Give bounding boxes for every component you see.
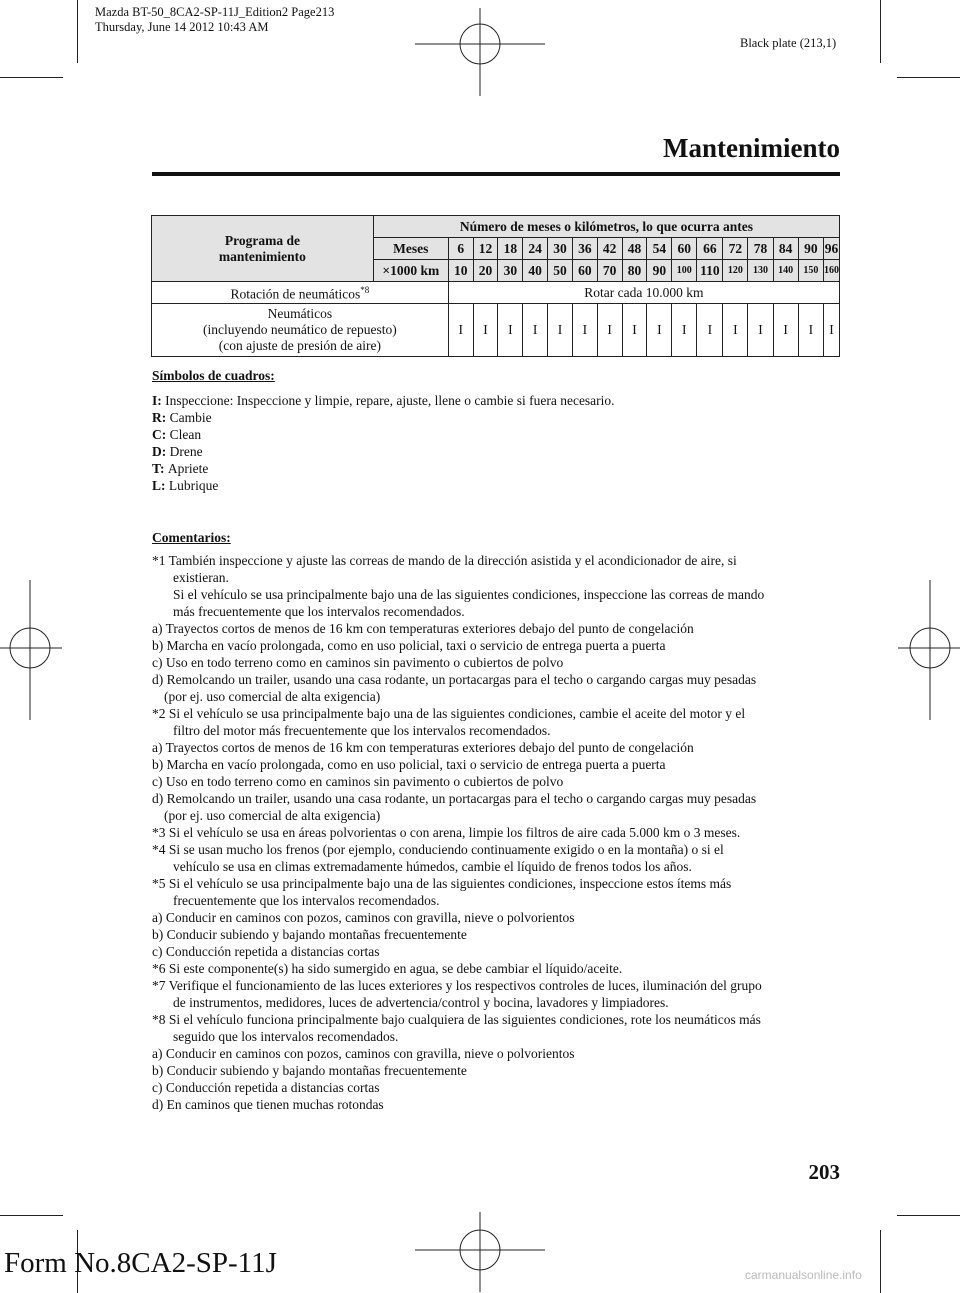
table-header-row: [152, 216, 840, 238]
comment-line: Si el vehículo se usa principalmente bajo una de las siguientes condiciones, inspeccione las correas de mando: [173, 587, 765, 602]
symbol-text: Inspeccione: Inspeccione y limpie, repare, ajuste, llene o cambie si fuera necesario.: [165, 393, 615, 408]
comment-line: (por ej. uso comercial de alta exigencia): [164, 808, 381, 823]
crop-mark: [0, 1215, 63, 1216]
months-cell: 42: [597, 238, 622, 260]
comment-line: c) Conducción repetida a distancias cortas: [152, 1080, 380, 1095]
months-cell: 36: [572, 238, 597, 260]
program-label-line: mantenimiento: [218, 248, 306, 264]
km-label: ×1000 km: [373, 260, 448, 282]
comment-line: vehículo se usa en climas extremadamente húmedos, cambie el líquido de frenos todos los años.: [173, 859, 692, 874]
tires-value-cell: I: [548, 304, 573, 357]
comment-line: b) Conducir subiendo y bajando montañas frecuentemente: [152, 927, 467, 942]
crop-mark: [880, 0, 881, 63]
symbols-heading: Símbolos de cuadros:: [152, 368, 275, 383]
comment-line: *4 Si se usan mucho los frenos (por ejemplo, conduciendo continuamente exigido o en la montaña) o si el: [152, 842, 724, 857]
tires-value-cell: I: [597, 304, 622, 357]
km-cell: 70: [597, 260, 622, 282]
months-cell: 48: [622, 238, 647, 260]
crop-mark: [880, 1230, 881, 1293]
km-cell: 80: [622, 260, 647, 282]
tires-value-cell: I: [572, 304, 597, 357]
tires-value-cell: I: [773, 304, 798, 357]
km-cell: 40: [523, 260, 548, 282]
comment-line: b) Conducir subiendo y bajando montañas frecuentemente: [152, 1063, 467, 1078]
months-cell: 6: [448, 238, 473, 260]
km-cell: 110: [697, 260, 723, 282]
symbols-list: [152, 392, 840, 494]
tires-value-cell: I: [622, 304, 647, 357]
watermark: carmanualsonline.info: [745, 1268, 862, 1282]
rotation-label: Rotación de neumáticos$^{*8}$: [152, 282, 449, 304]
km-cell: 140: [773, 260, 798, 282]
symbol-key: I:: [152, 393, 166, 408]
km-cell: 10: [448, 260, 473, 282]
crop-mark: [0, 77, 63, 78]
file-info: Mazda BT-50_8CA2-SP-11J_Edition2 Page213 Thursday, June 14 2012 10:43 AM: [95, 5, 335, 34]
symbol-item: [152, 460, 840, 477]
symbol-key: D:: [152, 444, 170, 459]
comment-line: a) Trayectos cortos de menos de 16 km con temperaturas exteriores debajo del punto de congelación: [152, 621, 694, 636]
symbol-key: C:: [152, 427, 170, 442]
title-rule: [152, 172, 840, 176]
tires-value-cell: I: [723, 304, 748, 357]
comment-line: más frecuentemente que los intervalos recomendados.: [173, 604, 465, 619]
crop-mark: [897, 77, 960, 78]
months-cell: 84: [773, 238, 798, 260]
tires-value-cell: I: [824, 304, 840, 357]
comment-line: d) En caminos que tienen muchas rotondas: [152, 1097, 384, 1112]
comment-line: c) Uso en todo terreno como en caminos sin pavimento o cubiertos de polvo: [152, 774, 564, 789]
comment-line: d) Remolcando un trailer, usando una casa rodante, un portacargas para el techo o cargando cargas muy pesadas: [152, 791, 757, 806]
months-label: Meses: [373, 238, 448, 260]
km-cell: 120: [723, 260, 748, 282]
km-cell: 60: [572, 260, 597, 282]
tires-label: Neumáticos (incluyendo neumático de repuesto) (con ajuste de presión de aire): [152, 304, 449, 357]
symbol-text: Lubrique: [168, 478, 219, 493]
tires-value-cell: I: [672, 304, 697, 357]
rotation-value: Rotar cada 10.000 km: [448, 282, 839, 304]
months-cell: 24: [523, 238, 548, 260]
registration-mark-bottom: [415, 1212, 545, 1292]
registration-mark-top: [415, 8, 545, 98]
comment-line: c) Uso en todo terreno como en caminos sin pavimento o cubiertos de polvo: [152, 655, 564, 670]
comment-line: existieran.: [173, 570, 229, 585]
tires-value-cell: I: [448, 304, 473, 357]
comment-line: c) Conducción repetida a distancias cortas: [152, 944, 380, 959]
comments-section: [152, 529, 842, 1113]
months-cell: 30: [548, 238, 573, 260]
km-cell: 130: [748, 260, 773, 282]
registration-mark-left: [0, 580, 62, 720]
tires-value-cell: I: [473, 304, 498, 357]
comment-line: *8 Si el vehículo funciona principalmente bajo cualquiera de las siguientes condiciones, rote los neumáticos más: [152, 1012, 761, 1027]
symbol-text: Apriete: [167, 461, 209, 476]
comment-line: a) Conducir en caminos con pozos, caminos con gravilla, nieve o polvorientos: [152, 910, 575, 925]
tires-value-cell: I: [697, 304, 723, 357]
symbol-text: Cambie: [169, 410, 212, 425]
page-number: 203: [808, 1160, 840, 1184]
comment-line: *7 Verifique el funcionamiento de las luces exteriores y los respectivos controles de luces, iluminación del grupo: [152, 978, 762, 993]
km-cell: 150: [798, 260, 823, 282]
tires-value-cell: I: [523, 304, 548, 357]
form-number: Form No.8CA2-SP-11J: [4, 1247, 277, 1279]
months-cell: 90: [798, 238, 823, 260]
symbol-key: T:: [152, 461, 168, 476]
comments-list: [152, 552, 842, 1113]
maintenance-schedule-table: [151, 215, 840, 357]
km-cell: 50: [548, 260, 573, 282]
section-title: Mantenimiento: [663, 133, 840, 163]
comment-line: (por ej. uso comercial de alta exigencia): [164, 689, 381, 704]
tires-value-cell: I: [498, 304, 523, 357]
symbol-item: [152, 477, 840, 494]
symbol-text: Clean: [169, 427, 202, 442]
program-label-line: Programa de: [224, 232, 300, 248]
comment-line: seguido que los intervalos recomendados.: [173, 1029, 399, 1044]
crop-mark: [897, 1215, 960, 1216]
symbol-item: [152, 443, 840, 460]
months-cell: 54: [647, 238, 672, 260]
km-cell: 90: [647, 260, 672, 282]
comment-line: de instrumentos, medidores, luces de advertencia/control y bocina, lavadores y limpiadores.: [173, 995, 669, 1010]
comment-line: b) Marcha en vacío prolongada, como en uso policial, taxi o servicio de entrega puerta a puerta: [152, 638, 666, 653]
months-cell: 66: [697, 238, 723, 260]
comment-line: b) Marcha en vacío prolongada, como en uso policial, taxi o servicio de entrega puerta a puerta: [152, 757, 666, 772]
comment-line: d) Remolcando un trailer, usando una casa rodante, un portacargas para el techo o cargando cargas muy pesadas: [152, 672, 757, 687]
symbol-key: L:: [152, 478, 169, 493]
symbol-item: [152, 409, 840, 426]
symbol-item: [152, 426, 840, 443]
comment-line: a) Trayectos cortos de menos de 16 km con temperaturas exteriores debajo del punto de congelación: [152, 740, 694, 755]
tires-value-cell: I: [748, 304, 773, 357]
tires-value-cell: I: [647, 304, 672, 357]
km-cell: 160: [824, 260, 840, 282]
km-cell: 30: [498, 260, 523, 282]
rotation-row: [152, 282, 840, 304]
comment-line: filtro del motor más frecuentemente que los intervalos recomendados.: [173, 723, 551, 738]
comment-line: frecuentemente que los intervalos recomendados.: [173, 893, 440, 908]
km-cell: 20: [473, 260, 498, 282]
plate-label: Black plate (213,1): [740, 36, 837, 50]
comment-line: *1 También inspeccione y ajuste las correas de mando de la dirección asistida y el acondicionador de aire, si: [152, 553, 737, 568]
symbol-key: R:: [152, 410, 170, 425]
tires-value-cell: I: [798, 304, 823, 357]
symbols-section: [152, 367, 840, 494]
months-cell: 78: [748, 238, 773, 260]
symbol-text: Drene: [169, 444, 203, 459]
comment-line: *3 Si el vehículo se usa en áreas polvorientas o con arena, limpie los filtros de aire cada 5.000 km o 3 meses.: [152, 825, 741, 840]
months-cell: 18: [498, 238, 523, 260]
months-cell: 96: [824, 238, 840, 260]
tires-row: [152, 304, 840, 357]
crop-mark: [77, 0, 78, 63]
symbol-item: [152, 392, 840, 409]
registration-mark-right: [898, 580, 960, 720]
months-cell: 12: [473, 238, 498, 260]
comment-line: *5 Si el vehículo se usa principalmente bajo una de las siguientes condiciones, inspeccione estos ítems más: [152, 876, 732, 891]
comment-line: *6 Si este componente(s) ha sido sumergido en agua, se debe cambiar el líquido/aceite.: [152, 961, 623, 976]
comments-heading: Comentarios:: [152, 530, 231, 545]
program-label: [152, 216, 374, 282]
months-cell: 60: [672, 238, 697, 260]
months-cell: 72: [723, 238, 748, 260]
km-cell: 100: [672, 260, 697, 282]
comment-line: a) Conducir en caminos con pozos, caminos con gravilla, nieve o polvorientos: [152, 1046, 575, 1061]
comment-line: *2 Si el vehículo se usa principalmente bajo una de las siguientes condiciones, cambie el aceite del motor y el: [152, 706, 746, 721]
span-header: Número de meses o kilómetros, lo que ocurra antes: [373, 216, 839, 238]
